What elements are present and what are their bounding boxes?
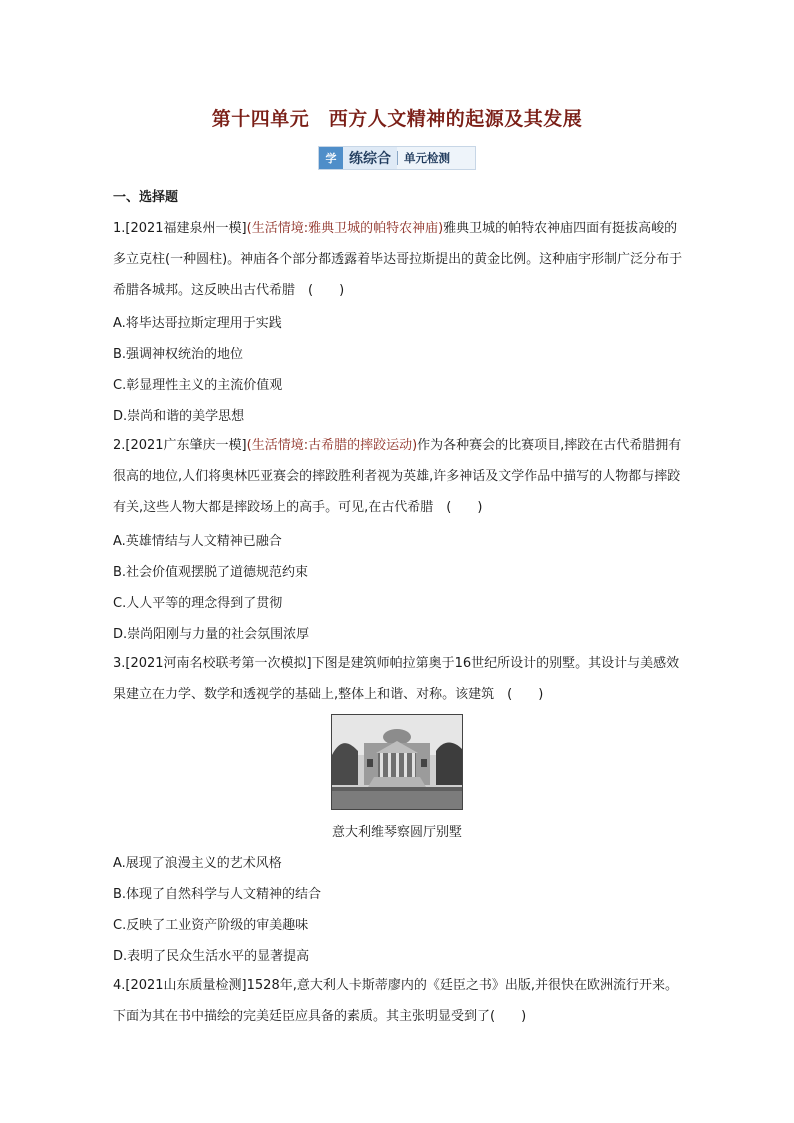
question-1: [113, 213, 683, 306]
question-4-stem: 1528年,意大利人卡斯蒂廖内的《廷臣之书》出版,并很快在欧洲流行开来。下面为其在书中描绘的完美廷臣应具备的素质。其主张明显受到了( ): [113, 978, 678, 1024]
villa-rotonda-image: [332, 715, 462, 809]
question-1-stem: 雅典卫城的帕特农神庙四面有挺拔高峻的多立克柱(一种圆柱)。神庙各个部分都透露着毕达哥拉斯提出的黄金比例。这种庙宇形制广泛分布于希腊各城邦。这反映出古代希腊 ( ): [113, 221, 683, 298]
question-4-source: 4.[2021山东质量检测]: [113, 978, 247, 993]
question-2-tag: (生活情境:古希腊的摔跤运动): [246, 438, 418, 453]
question-3-stem: 下图是建筑师帕拉第奥于16世纪所设计的别墅。其设计与美感效果建立在力学、数学和透视学的基础上,整体上和谐、对称。该建筑 ( ): [113, 656, 680, 702]
q1-option-d: D.崇尚和谐的美学思想: [113, 409, 245, 424]
question-3-source: 3.[2021河南名校联考第一次模拟]: [113, 656, 312, 671]
q2-option-c: C.人人平等的理念得到了贯彻: [113, 596, 283, 611]
question-2: [113, 430, 683, 523]
villa-photo: [331, 714, 463, 810]
badge-main-label: 练综合: [343, 147, 397, 169]
figure-caption: 意大利维琴察圆厅别墅: [331, 825, 462, 840]
q3-option-b: B.体现了自然科学与人文精神的结合: [113, 887, 322, 902]
question-1-source: 1.[2021福建泉州一模]: [113, 221, 247, 236]
q1-option-a: A.将毕达哥拉斯定理用于实践: [113, 316, 282, 331]
section-heading: 一、选择题: [113, 190, 179, 205]
question-2-source: 2.[2021广东肇庆一模]: [113, 438, 247, 453]
q2-option-b: B.社会价值观摆脱了道德规范约束: [113, 565, 309, 580]
q1-option-b: B.强调神权统治的地位: [113, 347, 244, 362]
page-title: 第十四单元 西方人文精神的起源及其发展: [211, 108, 583, 130]
question-3: [113, 648, 683, 710]
q3-option-d: D.表明了民众生活水平的显著提高: [113, 949, 310, 964]
q1-option-c: C.彰显理性主义的主流价值观: [113, 378, 283, 393]
q3-option-a: A.展现了浪漫主义的艺术风格: [113, 856, 282, 871]
question-2-stem: 作为各种赛会的比赛项目,摔跤在古代希腊拥有很高的地位,人们将奥林匹亚赛会的摔跤胜利者视为英雄,许多神话及文学作品中描写的人物都与摔跤有关,这些人物大都是摔跤场上的高手。可见,在古代希腊 ( ): [113, 438, 682, 515]
badge-sub-label: 单元检测: [397, 151, 456, 165]
q2-option-a: A.英雄情结与人文精神已融合: [113, 534, 282, 549]
book-icon: 学: [319, 147, 343, 169]
section-badge: [318, 146, 476, 170]
q3-option-c: C.反映了工业资产阶级的审美趣味: [113, 918, 309, 933]
question-4: [113, 970, 683, 1032]
q2-option-d: D.崇尚阳刚与力量的社会氛围浓厚: [113, 627, 310, 642]
question-1-tag: (生活情境:雅典卫城的帕特农神庙): [246, 221, 444, 236]
